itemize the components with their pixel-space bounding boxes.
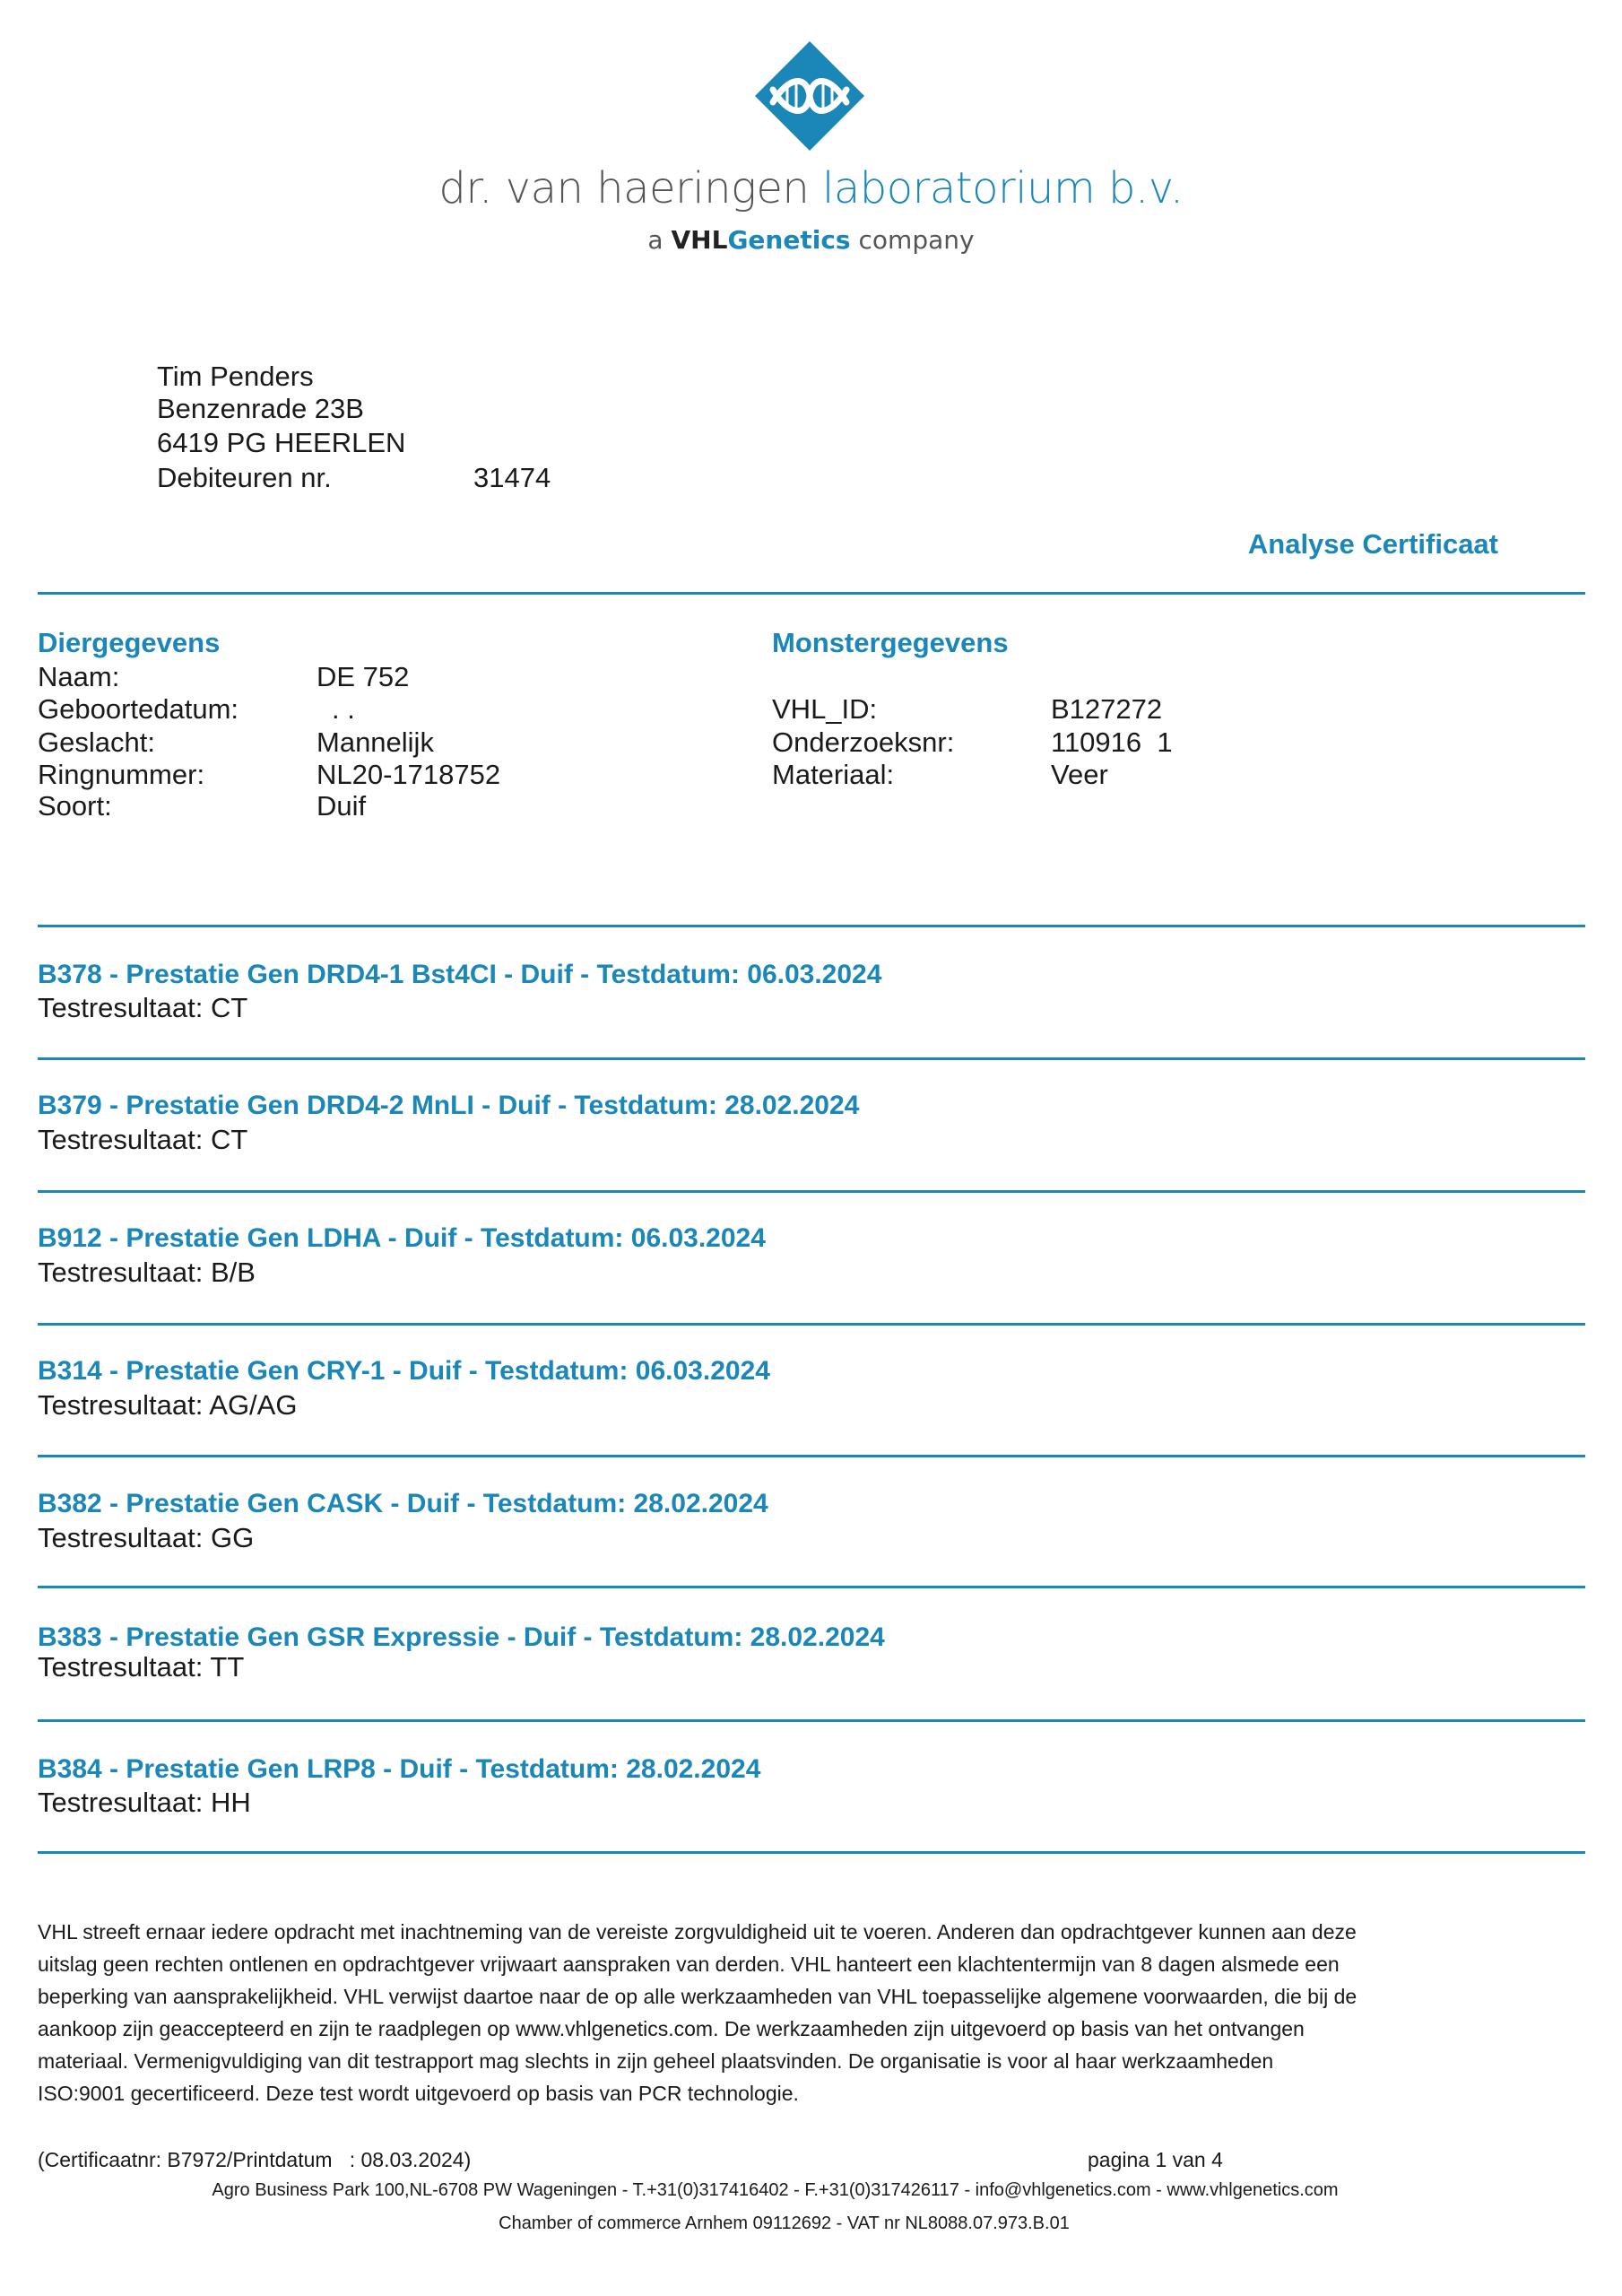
recipient-name: Tim Penders xyxy=(157,361,314,392)
sample-heading: Monstergegevens xyxy=(772,627,1009,658)
animal-label-species: Soort: xyxy=(38,790,112,822)
footer-address: Agro Business Park 100,NL-6708 PW Wageningen - T.+31(0)317416402 - F.+31(0)317426117 - info@vhlgenetics.com - www.vhlgenetics.com xyxy=(212,2180,1339,2200)
recipient-city: 6419 PG HEERLEN xyxy=(157,427,406,458)
test-result: Testresultaat: TT xyxy=(38,1651,245,1683)
animal-label-sex: Geslacht: xyxy=(38,726,155,758)
test-title: B382 - Prestatie Gen CASK - Duif - Testdatum: 28.02.2024 xyxy=(38,1489,768,1518)
divider xyxy=(38,1719,1585,1722)
test-result: Testresultaat: AG/AG xyxy=(38,1389,298,1421)
tagline-genetics: Genetics xyxy=(727,225,851,255)
divider xyxy=(38,1057,1585,1060)
animal-value-name: DE 752 xyxy=(317,661,410,692)
sample-value-vhl-id: B127272 xyxy=(1051,693,1163,725)
animal-heading: Diergegevens xyxy=(38,627,221,658)
test-result: Testresultaat: HH xyxy=(38,1787,251,1818)
disclaimer xyxy=(38,1916,1585,2109)
certificate-title: Analyse Certificaat xyxy=(1247,528,1498,560)
divider xyxy=(38,592,1585,595)
divider xyxy=(38,1190,1585,1193)
disclaimer-line: ISO:9001 gecertificeerd. Deze test wordt uitgevoerd op basis van PCR technologie. xyxy=(38,2082,799,2105)
sample-label-material: Materiaal: xyxy=(772,759,895,790)
sample-value-material: Veer xyxy=(1051,759,1108,790)
dna-diamond-icon xyxy=(753,39,866,152)
test-title: B379 - Prestatie Gen DRD4-2 MnLI - Duif - Testdatum: 28.02.2024 xyxy=(38,1091,860,1120)
divider xyxy=(38,1851,1585,1854)
test-title: B384 - Prestatie Gen LRP8 - Duif - Testdatum: 28.02.2024 xyxy=(38,1754,761,1784)
animal-label-name: Naam: xyxy=(38,661,120,692)
animal-value-species: Duif xyxy=(317,790,367,822)
test-result: Testresultaat: GG xyxy=(38,1522,255,1553)
brand-name-part2: laboratorium b.v. xyxy=(822,163,1184,213)
test-result: Testresultaat: CT xyxy=(38,992,248,1023)
tagline-prefix: a xyxy=(647,225,664,255)
test-result: Testresultaat: CT xyxy=(38,1124,248,1155)
tagline-vhl-genetics xyxy=(672,225,851,255)
disclaimer-line: aankoop zijn geaccepteerd en zijn te raadplegen op www.vhlgenetics.com. De werkzaamheden zijn uitgevoerd op basis van het ontvangen xyxy=(38,2017,1305,2040)
divider xyxy=(38,1323,1585,1326)
animal-label-birthdate: Geboortedatum: xyxy=(38,693,239,725)
test-title: B383 - Prestatie Gen GSR Expressie - Duif - Testdatum: 28.02.2024 xyxy=(38,1622,885,1652)
tagline-suffix: company xyxy=(858,225,975,255)
sample-value-research-nr: 110916 1 xyxy=(1051,726,1173,758)
disclaimer-line: beperking van aansprakelijkheid. VHL verwijst daartoe naar de op alle werkzaamheden van VHL toepasselijke algemene voorwaarden, die bij de xyxy=(38,1985,1357,2008)
certificate-number: (Certificaatnr: B7972/Printdatum : 08.03.2024) xyxy=(38,2148,472,2171)
test-title: B314 - Prestatie Gen CRY-1 - Duif - Testdatum: 06.03.2024 xyxy=(38,1356,770,1386)
disclaimer-line: materiaal. Vermenigvuldiging van dit testrapport mag slechts in zijn geheel plaatsvinden. De organisatie is voor al haar werkzaamheden xyxy=(38,2049,1274,2073)
recipient-street: Benzenrade 23B xyxy=(157,393,364,424)
brand-tagline xyxy=(0,224,1622,257)
brand-name xyxy=(0,160,1622,217)
divider xyxy=(38,1586,1585,1588)
test-title: B912 - Prestatie Gen LDHA - Duif - Testdatum: 06.03.2024 xyxy=(38,1223,766,1253)
footer-chamber: Chamber of commerce Arnhem 09112692 - VAT nr NL8088.07.973.B.01 xyxy=(499,2213,1070,2233)
divider xyxy=(38,1455,1585,1457)
debtor-number: 31474 xyxy=(473,462,551,493)
animal-label-ring: Ringnummer: xyxy=(38,759,205,790)
sample-label-vhl-id: VHL_ID: xyxy=(772,693,878,725)
animal-value-ring: NL20-1718752 xyxy=(317,759,501,790)
divider xyxy=(38,925,1585,927)
debtor-label: Debiteuren nr. xyxy=(157,462,332,493)
brand-name-part1: dr. van haeringen xyxy=(438,163,810,213)
test-result: Testresultaat: B/B xyxy=(38,1257,256,1288)
sample-label-research-nr: Onderzoeksnr: xyxy=(772,726,955,758)
test-title: B378 - Prestatie Gen DRD4-1 Bst4CI - Duif - Testdatum: 06.03.2024 xyxy=(38,960,882,989)
animal-value-birthdate: . . xyxy=(332,693,355,725)
disclaimer-line: VHL streeft ernaar iedere opdracht met inachtneming van de vereiste zorgvuldigheid uit te voeren. Anderen dan opdrachtgever kunnen aan deze xyxy=(38,1920,1357,1944)
animal-value-sex: Mannelijk xyxy=(317,726,434,758)
tagline-vhl: VHL xyxy=(671,225,728,255)
page-number: pagina 1 van 4 xyxy=(1088,2148,1223,2171)
disclaimer-line: uitslag geen rechten ontlenen en opdrachtgever vrijwaart aanspraken van derden. VHL hanteert een klachtentermijn van 8 dagen alsmede een xyxy=(38,1952,1340,1976)
